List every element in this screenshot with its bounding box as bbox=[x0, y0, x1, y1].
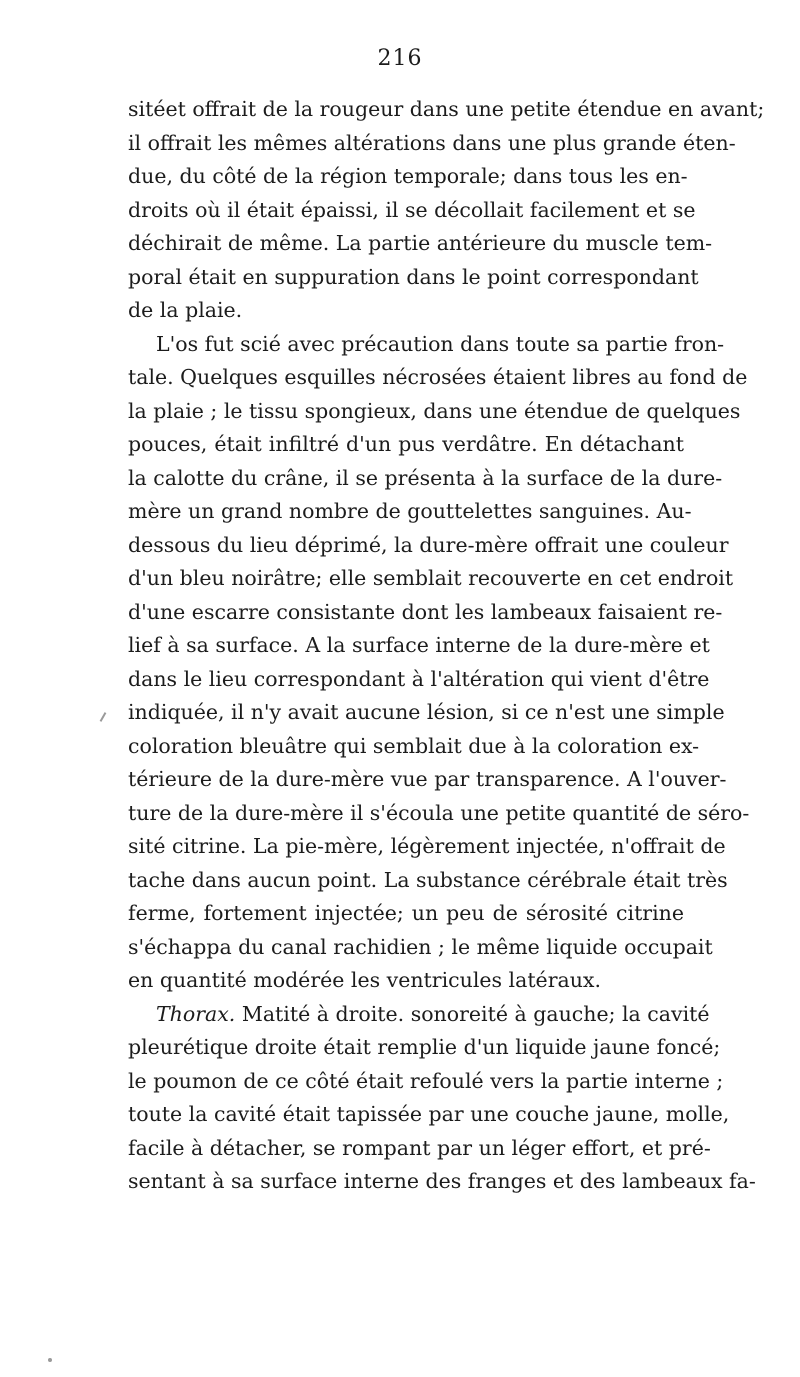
text-line: due, du côté de la région temporale; dans tous les en- bbox=[128, 164, 688, 188]
text-line: toute la cavité était tapissée par une couche jaune, molle, bbox=[128, 1102, 730, 1126]
page-number: 216 bbox=[377, 46, 423, 71]
text-line: en quantité modérée les ventricules latéraux. bbox=[128, 968, 601, 992]
text-line: pleurétique droite était remplie d'un liquide jaune foncé; bbox=[128, 1035, 721, 1059]
text-line: dessous du lieu déprimé, la dure-mère offrait une couleur bbox=[128, 532, 729, 557]
text-line: poral était en suppuration dans le point correspondant bbox=[128, 264, 699, 289]
text-line: L'os fut scié avec précaution dans toute sa partie fron- bbox=[156, 331, 725, 356]
text-line: indiquée, il n'y avait aucune lésion, si ce n'est une simple bbox=[128, 700, 725, 724]
text-line: ferme, fortement injectée; un peu de sérosité citrine bbox=[128, 901, 684, 925]
text-line: coloration bleuâtre qui semblait due à la coloration ex- bbox=[128, 733, 700, 758]
text-line: tale. Quelques esquilles nécrosées étaient libres au fond de bbox=[128, 365, 748, 389]
margin-mark bbox=[100, 712, 107, 722]
text-line: de la plaie. bbox=[128, 298, 243, 322]
text-line: lief à sa surface. A la surface interne de la dure-mère et bbox=[128, 633, 710, 657]
text-line: d'un bleu noirâtre; elle semblait recouverte en cet endroit bbox=[128, 566, 734, 590]
text-line: facile à détacher, se rompant par un léger effort, et pré- bbox=[128, 1135, 711, 1160]
text-line: tache dans aucun point. La substance cérébrale était très bbox=[128, 867, 728, 892]
text-line: déchirait de même. La partie antérieure du muscle tem- bbox=[128, 231, 713, 255]
text-line: droits où il était épaissi, il se décollait facilement et se bbox=[128, 197, 696, 222]
text-line: s'échappa du canal rachidien ; le même liquide occupait bbox=[128, 934, 713, 959]
text-line: ture de la dure-mère il s'écoula une petite quantité de séro- bbox=[128, 800, 750, 825]
text-line: pouces, était infiltré d'un pus verdâtre. En détachant bbox=[128, 432, 684, 456]
text-line: Thorax. Matité à droite. sonoreité à gauche; la cavité bbox=[156, 1001, 710, 1026]
text-line: mère un grand nombre de gouttelettes sanguines. Au- bbox=[128, 499, 692, 523]
text-line: le poumon de ce côté était refoulé vers la partie interne ; bbox=[128, 1068, 724, 1093]
text-line: la calotte du crâne, il se présenta à la surface de la dure- bbox=[128, 465, 723, 490]
text-line: dans le lieu correspondant à l'altération qui vient d'être bbox=[128, 666, 710, 691]
text-line: sentant à sa surface interne des franges et des lambeaux fa- bbox=[128, 1169, 756, 1193]
text-line: térieure de la dure-mère vue par transparence. A l'ouver- bbox=[128, 767, 727, 791]
section-lead: Thorax. bbox=[156, 1001, 236, 1026]
text-line: la plaie ; le tissu spongieux, dans une étendue de quelques bbox=[128, 398, 741, 423]
ink-speck bbox=[48, 1358, 52, 1362]
text-line: sité citrine. La pie-mère, légèrement injectée, n'offrait de bbox=[128, 834, 726, 858]
text-line: il offrait les mêmes altérations dans une plus grande éten- bbox=[128, 130, 736, 155]
text-line: d'une escarre consistante dont les lambeaux faisaient re- bbox=[128, 599, 723, 624]
text-line: sitéet offrait de la rougeur dans une petite étendue en avant; bbox=[128, 97, 765, 121]
body-text bbox=[128, 93, 765, 1199]
